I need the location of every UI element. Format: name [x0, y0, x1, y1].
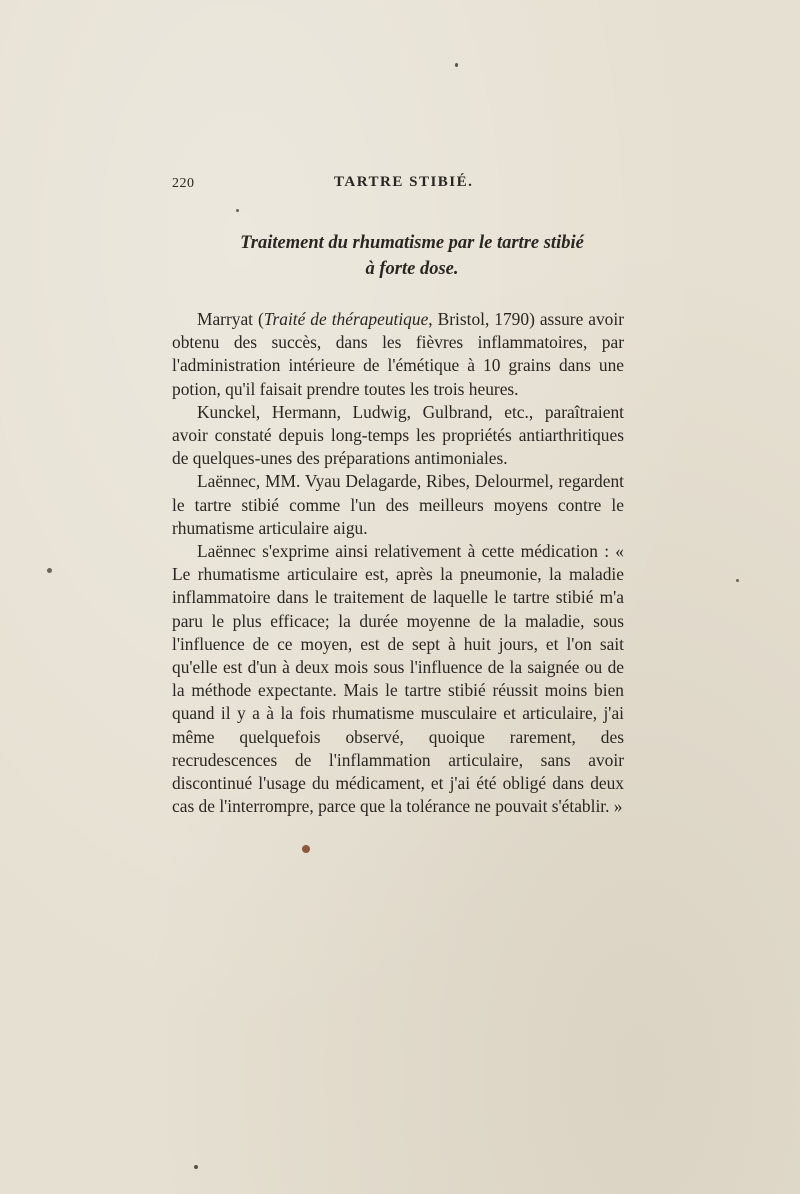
page-number: 220	[172, 176, 195, 191]
paragraph-1	[172, 308, 624, 401]
paragraph-4: Laënnec s'exprime ainsi relativement à cette médication : « Le rhumatisme articulaire est, après la pneumonie, la maladie inflammatoire dans le traitement de laquelle le tartre stibié m'a paru le plus efficace; la durée moyenne de la maladie, sous l'influence de ce moyen, est de sept à huit jours, et l'on sait qu'elle est d'un à deux mois sous l'influence de la saignée ou de la méthode expectante. Mais le tartre stibié réussit moins bien quand il y a à la fois rhumatisme musculaire et articulaire, j'ai même quelquefois observé, quoique rarement, des recrudescences de l'inflammation articulaire, sans avoir discontinué l'usage du médicament, et j'ai été obligé dans deux cas de l'interrompre, parce que la tolérance ne pouvait s'établir. »	[172, 541, 624, 817]
paragraph-2: Kunckel, Hermann, Ludwig, Gulbrand, etc., paraîtraient avoir constaté depuis long-temps les propriétés antiarthritiques de quelques-unes des préparations antimoniales.	[172, 401, 624, 469]
paper-speck	[236, 209, 239, 212]
body-text	[172, 308, 624, 818]
section-title-line-1: Traitement du rhumatisme par le tartre stibié	[240, 233, 584, 253]
section-title	[172, 230, 652, 282]
paper-speck	[736, 579, 739, 582]
page-header	[172, 172, 652, 196]
paper-speck	[455, 63, 458, 67]
paragraph-1-author: Marryat (	[197, 309, 264, 329]
paragraph-1-work-title: Traité de thérapeutique	[263, 309, 429, 329]
paper-speck	[302, 845, 310, 853]
paper-speck	[194, 1165, 198, 1169]
paragraph-3: Laënnec, MM. Vyau Delagarde, Ribes, Delourmel, regardent le tartre stibié comme l'un des meilleurs moyens contre le rhumatisme articulaire aigu.	[172, 471, 624, 538]
running-head: TARTRE STIBIÉ.	[334, 174, 474, 190]
paper-speck	[47, 568, 52, 573]
paragraph-1-rest: , Bristol, 1790) assure avoir obtenu des succès, dans les fièvres inflammatoires, par l'administration intérieure de l'émétique à 10 grains dans une potion, qu'il faisait prendre toutes les trois heures.	[172, 309, 624, 399]
section-title-line-2: à forte dose.	[365, 259, 459, 279]
